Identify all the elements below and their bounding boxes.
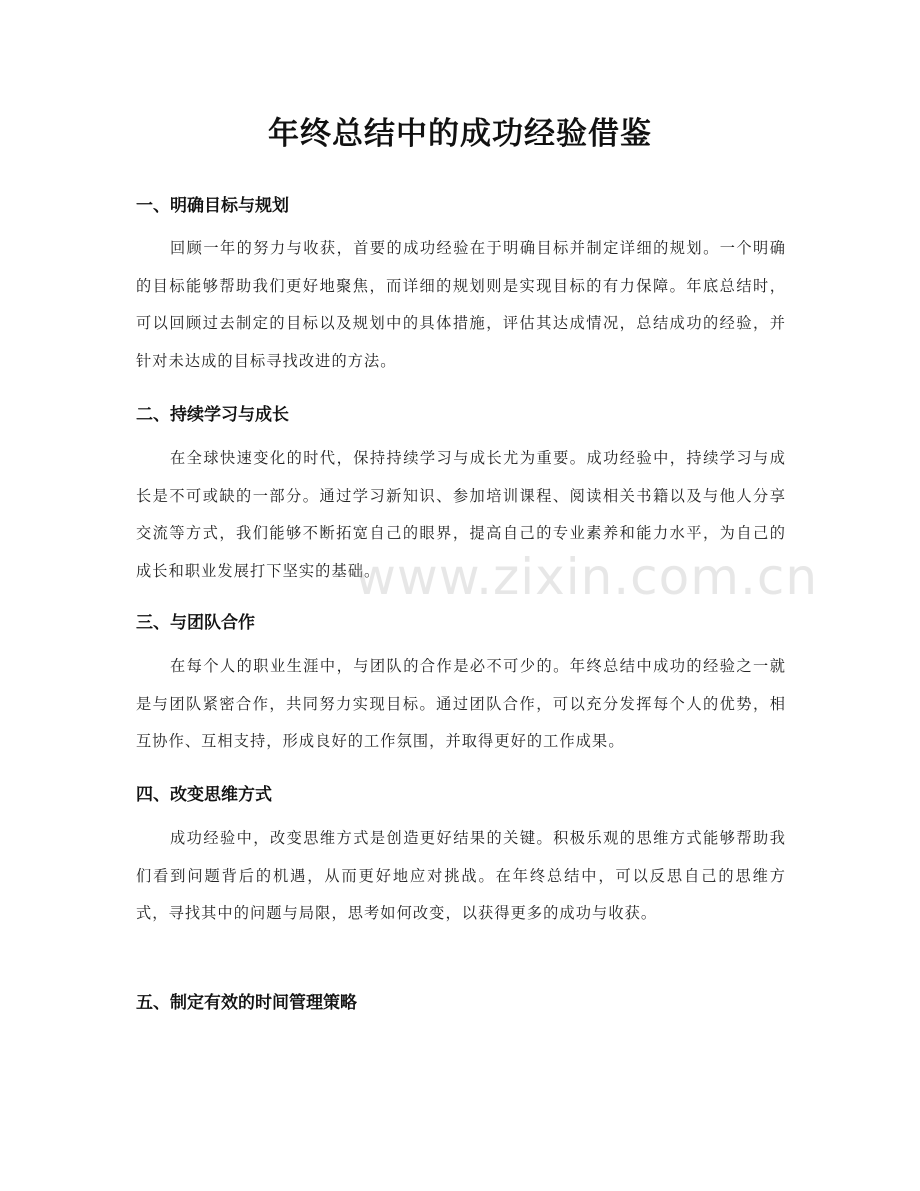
section-heading-2: 二、持续学习与成长	[136, 405, 289, 425]
watermark-text: www.zixin.com.cn	[355, 548, 819, 606]
section-body-3: 在每个人的职业生涯中，与团队的合作是必不可少的。年终总结中成功的经验之一就是与团队紧密合作，共同努力实现目标。通过团队合作，可以充分发挥每个人的优势，相互协作、互相支持，形成良好的工作氛围，并取得更好的工作成果。	[136, 657, 786, 750]
section-heading-3: 三、与团队合作	[136, 613, 255, 633]
section-body-2: 在全球快速变化的时代，保持持续学习与成长尤为重要。成功经验中，持续学习与成长是不可或缺的一部分。通过学习新知识、参加培训课程、阅读相关书籍以及与他人分享交流等方式，我们能够不断拓宽自己的眼界，提高自己的专业素养和能力水平，为自己的成长和职业发展打下坚实的基础。	[136, 449, 786, 580]
section-body-4: 成功经验中，改变思维方式是创造更好结果的关键。积极乐观的思维方式能够帮助我们看到问题背后的机遇，从而更好地应对挑战。在年终总结中，可以反思自己的思维方式，寻找其中的问题与局限，思考如何改变，以获得更多的成功与收获。	[136, 829, 786, 922]
document-title: 年终总结中的成功经验借鉴	[268, 116, 652, 152]
section-heading-4: 四、改变思维方式	[136, 785, 272, 805]
section-heading-5: 五、制定有效的时间管理策略	[136, 993, 357, 1013]
section-heading-1: 一、明确目标与规划	[136, 196, 289, 216]
section-body-1: 回顾一年的努力与收获，首要的成功经验在于明确目标并制定详细的规划。一个明确的目标能够帮助我们更好地聚焦，而详细的规划则是实现目标的有力保障。年底总结时，可以回顾过去制定的目标以及规划中的具体措施，评估其达成情况，总结成功的经验，并针对未达成的目标寻找改进的方法。	[136, 239, 786, 370]
